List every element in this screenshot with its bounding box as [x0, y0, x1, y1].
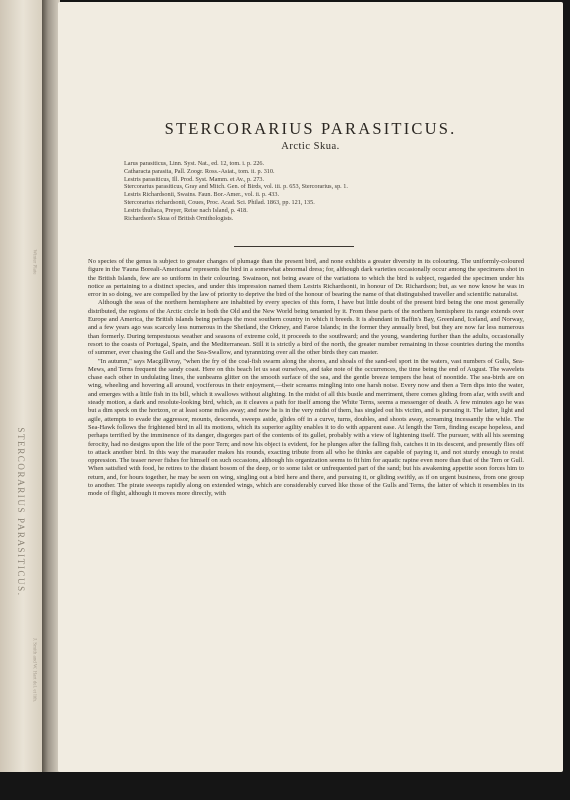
- body-paragraph: No species of the genus is subject to greater changes of plumage than the present bird, and none exhibits a greater diversity in its colouring. The uniformly-coloured figure in the 'Fauna Boreali-Americana' represents the bird in a somewhat abnormal dress; for, although dark varieties occasionally occur among the specimens shot in the British Islands, few are so uniform in their colouring. Swainson, not being aware of the variations to which the bird is subject, regarded the specimen under his notice as pertaining to a distinct species, and under this impression named them Lestris Richardsonii, in honour of Dr. Richardson; but, as we now know he was in error in so doing, we are compelled by the law of priority to deprive the bird of the honour of bearing the name of that distinguished traveller and scientific naturalist.: [88, 258, 524, 299]
- page-subtitle: Arctic Skua.: [281, 141, 340, 152]
- synonymy-entry: Lestris thuliaca, Preyer, Reise nach Island, p. 418.: [124, 206, 248, 214]
- body-paragraph: "In autumn," says Macgillivray, "when the fry of the coal-fish swarm along the shores, and shoals of the sand-eel sport in the waters, vast numbers of Gulls, Sea-Mews, and Terns frequent the sandy coast. Here on this beach let us seat ourselves, and take note of the occurrences, the time being the end of August. The wavelets chase each other in undulating lines, the sunbeams glitter on the smooth surface of the sea, and the gentle breeze tempers the heat of noontide. The sea-birds are on wing, wheeling and hovering all around, vociferous in their enjoyment,—their screams mingling into one harsh noise. Every now and then a Tern dips into the water, and emerges with a little fish in its bill, which it swallows without alighting. In the midst of all this bustle and merriment, there comes gliding from afar, with swift and steady motion, a dark and resolute-looking bird, which, as it cleaves a path for itself among the White Terns, seems a messenger of death. A few minutes ago he was but a dim speck on the horizon, or at least some miles away; and now he is in the very midst of them, has singled out his victim, and is pursuing it. The latter, light and agile, attempts to evade the aggressor, mounts, descends, sweeps aside, glides off in a curve, turns, doubles, and shoots away, screaming incessantly the while. The Sea-Hawk follows the frightened bird in all its motions, which its superior agility enables it to do with apparent ease. At length the Tern, finding escape hopeless, and perhaps terrified by the imminence of its danger, disgorges part of the contents of its gullet, probably with a view of lightening itself. The pursuer, with all his seeming ferocity, had no designs upon the life of the poor Tern; and now his object is evident, for he plunges after the falling fish, catches it in its descent, and presently flies off to attack another bird. In this way the marauder makes his rounds, exacting tribute from all who he thinks are capable of paying it, and not sturdy enough to resist oppression. The teaser never fishes for himself on such occasions, although his organization seems to fit him for aquatic rapine even more than that of the Tern or Gull. When satisfied with food, he retires to the distant bosom of the deep, or to some islet or unfrequented part of the sand; but his awakening appetite soon forces him to return, and, for hours together, he may be seen on wing, singling out a bird here and there, and pursuing it, or gliding swiftly, as if on urgent business, from one group to another. The pirate sweeps rapidly along on extended wings, which are considerably curved like those of the Gulls and Terns, the latter of which it resembles in its mode of flight, although it moves more directly, with: [88, 357, 524, 498]
- synonymy-entry: Lestris parasiticus, Ill. Prod. Syst. Mamm. et Av., p. 273.: [124, 175, 265, 183]
- body-text: [88, 258, 524, 499]
- synonymy-entry: Richardson's Skua of British Ornithologists.: [124, 214, 234, 222]
- synonymy-entry: Catharacta parasita, Pall. Zoogr. Ross.-Asiat., tom. ii. p. 310.: [124, 167, 275, 175]
- left-page-lithographer-credit: J. Smith and W. Hart del. et lith.: [31, 637, 37, 703]
- left-page-plate-title: STERCORARIUS PARASITICUS.: [16, 427, 26, 597]
- synonymy-entry: Larus parasiticus, Linn. Syst. Nat., ed. 12, tom. i. p. 226.: [124, 160, 265, 167]
- left-page-plate-note: Winter Plate: [31, 249, 37, 275]
- synonymy-entry: Stercorarius parasiticus, Gray and Mitch. Gen. of Birds, vol. iii. p. 653, Stercorarius, sp. 1.: [124, 183, 348, 191]
- section-divider: [234, 246, 354, 247]
- synonymy-entry: Stercorarius richardsonii, Coues, Proc. Acad. Sci. Philad. 1863, pp. 121, 135.: [124, 198, 315, 206]
- synonymy-entry: Lestris Richardsonii, Swains. Faun. Bor.-Amer., vol. ii. p. 433.: [124, 191, 280, 199]
- book-page: [58, 2, 563, 772]
- synonymy-list: [124, 160, 544, 222]
- page-title: STERCORARIUS PARASITICUS.: [164, 119, 457, 138]
- left-page-edge: [0, 0, 42, 772]
- body-paragraph: Although the seas of the northern hemisphere are inhabited by every species of this form, I have but little doubt of the present bird being the one most generally distributed, the regions of the Arctic circle in both the Old and the New World being tenanted by it. From these parts of the northern hemisphere its range extends over Europe and America, the British islands being perhaps the most southern country in which it breeds. It is abundant in Baffin's Bay, Greenland, Iceland, and Norway, and a few years ago was scarcely less numerous in the Shetland, the Orkney, and Faroe Islands; in the former they annually bred, but they are now far less numerous than formerly. During tempestuous weather and seasons of extreme cold, it proceeds to the southward; and the young, wandering further than the adults, occasionally resort to the coasts of Portugal, Spain, and the Mediterranean. Still it is strictly a bird of the north, the greater number remaining in those countries during the months of summer, ever chasing the Gull and the Sea-Swallow, and tyrannizing over all the other birds they can master.: [88, 299, 524, 357]
